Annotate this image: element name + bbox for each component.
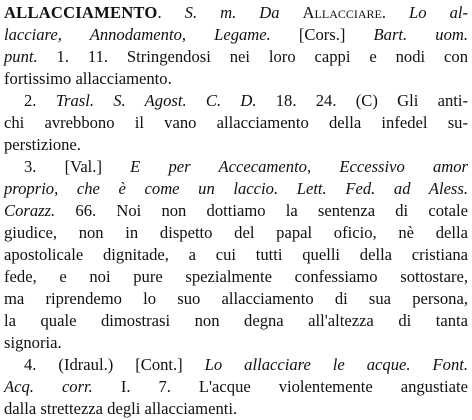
text-line: fortissimo allacciamento. [4,69,172,88]
text-line: 2. Trasl. S. Agost. C. D. 18. 24. (C) Gli anti- [24,91,468,110]
text-line: Corazz. 66. Noi non dottiamo la sentenza di cotale [4,201,468,220]
text-line: fede, e noi pure spezialmente confessiamo sottostare, [4,267,468,286]
text-line: chi avrebbono il vano allacciamento della infedel su- [4,113,468,132]
text-line: dalla strettezza degli allacciamenti. [4,399,238,418]
text-line: 4. (Idraul.) [Cont.] Lo allacciare le acque. Font. [24,355,468,374]
text-line: ma riprendemo lo suo allacciamento di sua persona, [4,289,468,308]
text-line: perstizione. [4,135,81,154]
text-line: punt. 1. 11. Stringendosi nei loro cappi e nodi con [4,47,468,66]
text-line: 3. [Val.] E per Accecamento, Eccessivo amor [24,157,468,176]
text-line: ALLACCIAMENTO. S. m. Da Allacciare. Lo al- [4,3,468,22]
text-line: giudice, non in dispetto del papal oficio, nè della [4,223,468,242]
text-line: la quale dimostrasi non degna all'altezza di tanta [4,311,468,330]
text-line: Acq. corr. I. 7. L'acque violentemente angustiate [4,377,468,396]
text-line: lacciare, Annodamento, Legame. [Cors.] Bart. uom. [4,25,468,44]
text-line: signoria. [4,333,62,352]
headword: ALLACCIAMENTO [4,3,158,22]
text-line: proprio, che è come un laccio. Lett. Fed. ad Aless. [4,179,468,198]
text-line: apostolicale dignitade, a cui tutti quelli della cristiana [4,245,468,264]
